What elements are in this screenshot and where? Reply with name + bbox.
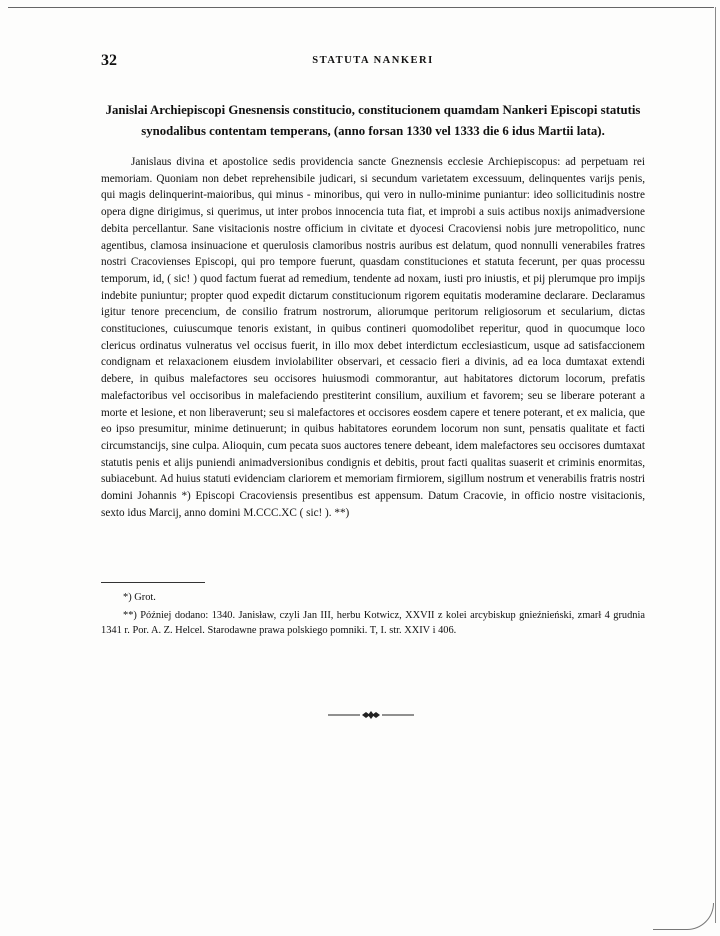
running-head: STATUTA NANKERI (312, 55, 434, 66)
page-corner-curl (653, 903, 714, 930)
page-number: 32 (101, 52, 117, 69)
body-paragraph: Janislaus divina et apostolice sedis providencia sancte Gneznensis ecclesie Archiepiscopus: ad perpetuam rei memoriam. Quoniam non debet reprehensibile judicari, si secundum varietatem excessuum, delinquentes varijs penis, qui magis delinquerint-maioribus, qui minus - minoribus, qui vero in nullo-minime puniantur: ideo sollicitudinis nostre opera digne dirigimus, si querimus, ut inter probos innocencia tuta fiat, et improbi a suis actibus noxijs animadversione debita percellantur. Sane visitacionis nostre officium in civitate et dyocesi Cracoviensi nobis jure metropolitico, nunc agentibus, clamosa insinuacione et querulosis clamoribus nostris auribus est delatum, quod nonnulli venerabiles fratres nostri Cracovienses Episcopi, qui pro tempore fuerunt, quasdam constituciones et statuta fecerunt, per quas processu temporum, id, ( sic! ) quod factum fuerat ad remedium, tendente ad noxam, iusti pro iniustis, et pij plerumque pro impijs indebite puniuntur; propter quod expedit dictarum constitucionum rigorem equitatis moderamine declarare. Declaramus igitur tenore precencium, de consilio fratrum nostrorum, aliorumque peritorum religiosorum et secularium, dictas constituciones, cuiuscumque tenoris existant, in quibus contineri quomodolibet reperitur, quod in quocumque loco clericus ordinatus vulneratus vel occisus fuerit, in illo mox debet interdictum ecclesiasticum, usque ad satisfaccionem condignam et relaxacionem eiusdem inviolabiliter observari, et cessacio fieri a divinis, ad ea loca dumtaxat extendi debere, in quibus malefactores seu occisores huiusmodi commorantur, aut habitatores dictorum locorum, prefatis malefactoribus vel occisoribus in malefaciendo prestiterint consilium, auxilium et favorem; seu se liberare poterant a morte et lesione, et non liberaverunt; seu si malefactores et occisores eosdem capere et tenere poterant, et ex malicia, que eo ipso presumitur, minime detinuerunt; in quibus habitatores eorundem locorum non sunt, pensatis qualitate et facti circumstancijs, sine culpa. Alioquin, cum pecata suos auctores tenere debeant, idem malefactores seu occisores dumtaxat statutis penis et alijs puniendi animadversionibus condignis et debitis, prout facti qualitas suaserit et criminis enormitas, subiacebunt. Ad huius statuti evidenciam clariorem et memoriam firmiorem, sigillum nostrum et venerabilis fratris nostri domini Johannis *) Episcopi Cracoviensis presentibus est appensum. Datum Cracovie, in officio nostre visitacionis, sexto idus Marcij, anno domini M.CCC.XC ( sic! ). **) (101, 156, 645, 519)
footnote-2: **) Później dodano: 1340. Janisław, czyli Jan III, herbu Kotwicz, XXVII z kolei arcybiskup gnieźnieński, zmarł 4 grudnia 1341 r. Por. A. Z. Helcel. Starodawne prawa polskiego pomniki. T, I. str. XXIV i 406. (101, 609, 645, 636)
right-edge-rule (715, 7, 716, 923)
top-edge-rule (8, 7, 714, 8)
footnote-1: *) Grot. (123, 592, 156, 603)
page-header (101, 52, 645, 74)
end-ornament (326, 709, 416, 721)
footnote-separator (101, 582, 205, 583)
document-title: Janislai Archiepiscopi Gnesnensis constitucio, constitucionem quamdam Nankeri Episcopi statutis synodalibus contentam temperans, (anno forsan 1330 vel 1333 die 6 idus Martii lata). (105, 103, 641, 138)
footnotes (101, 590, 645, 639)
